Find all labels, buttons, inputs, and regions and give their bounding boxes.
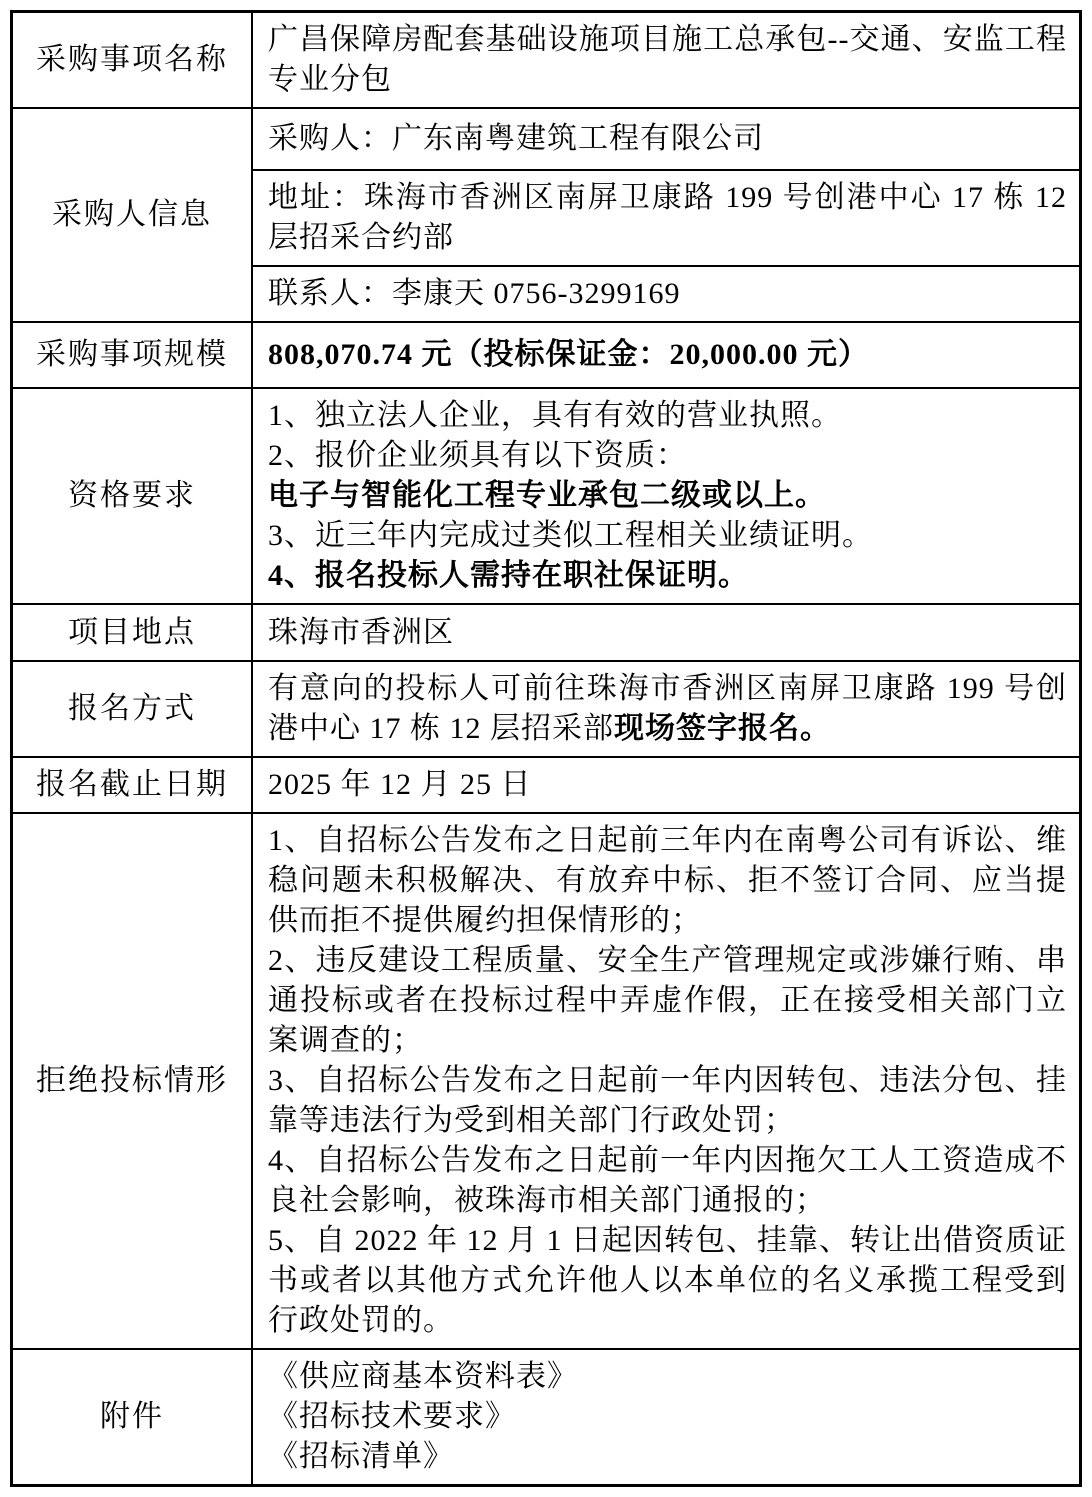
- row-label: 报名方式: [13, 662, 253, 756]
- text-segment: 《供应商基本资料表》: [268, 1360, 578, 1393]
- table-row: [13, 387, 1079, 603]
- paragraph: [268, 613, 1067, 653]
- row-label: 拒绝投标情形: [13, 814, 253, 1348]
- procurement-info-table: [10, 10, 1082, 1487]
- text-segment: 广昌保障房配套基础设施项目施工总承包--交通、安监工程专业分包: [268, 23, 1067, 96]
- text-segment: 1、独立法人企业，具有有效的营业执照。: [268, 399, 842, 432]
- table-row: [13, 321, 1079, 387]
- text-segment: 有意向的投标人可前往珠海市香洲区南屏卫康路 199 号创港中心 17 栋 12 层招采部: [268, 672, 1067, 745]
- content-cell: [253, 169, 1079, 265]
- row-content: [253, 1350, 1079, 1484]
- text-segment: 《招标技术要求》: [268, 1400, 516, 1433]
- row-label: 采购事项名称: [13, 13, 253, 107]
- row-content: [253, 758, 1079, 812]
- paragraph: [268, 274, 1067, 314]
- row-content: [253, 109, 1079, 321]
- content-cell: [253, 323, 1079, 387]
- text-segment: 联系人：李康天 0756-3299169: [268, 277, 681, 310]
- paragraph: [268, 1357, 1067, 1397]
- paragraph: [268, 476, 1067, 516]
- row-label: 附件: [13, 1350, 253, 1484]
- paragraph: [268, 20, 1067, 100]
- text-segment-bold: 电子与智能化工程专业承包二级或以上。: [268, 479, 826, 512]
- row-content: [253, 323, 1079, 387]
- paragraph: [268, 821, 1067, 941]
- table-row: [13, 660, 1079, 756]
- text-segment: 5、自 2022 年 12 月 1 日起因转包、挂靠、转让出借资质证书或者以其他方式允许他人以本单位的名义承揽工程受到行政处罚的。: [268, 1224, 1067, 1337]
- row-label: 资格要求: [13, 389, 253, 603]
- content-cell: [253, 109, 1079, 169]
- paragraph: [268, 1221, 1067, 1341]
- content-cell: [253, 758, 1079, 812]
- row-content: [253, 662, 1079, 756]
- row-label: 采购事项规模: [13, 323, 253, 387]
- paragraph: [268, 765, 1067, 805]
- paragraph: [268, 119, 1067, 159]
- text-segment: 地址：珠海市香洲区南屏卫康路 199 号创港中心 17 栋 12 层招采合约部: [268, 181, 1067, 254]
- text-segment: 1、自招标公告发布之日起前三年内在南粤公司有诉讼、维稳问题未积极解决、有放弃中标、拒不签订合同、应当提供而拒不提供履约担保情形的；: [268, 824, 1067, 937]
- paragraph: [268, 178, 1067, 258]
- text-segment: 采购人：广东南粤建筑工程有限公司: [268, 122, 764, 155]
- paragraph: [268, 941, 1067, 1061]
- paragraph: [268, 516, 1067, 556]
- row-content: [253, 389, 1079, 603]
- row-label: 采购人信息: [13, 109, 253, 321]
- content-cell: [253, 389, 1079, 603]
- table-row: [13, 603, 1079, 660]
- text-segment-bold: 4、报名投标人需持在职社保证明。: [268, 559, 749, 592]
- row-label: 报名截止日期: [13, 758, 253, 812]
- row-content: [253, 605, 1079, 660]
- paragraph: [268, 335, 1067, 375]
- row-content: [253, 814, 1079, 1348]
- table-row: [13, 107, 1079, 321]
- table-row: [13, 756, 1079, 812]
- table-row: [13, 812, 1079, 1348]
- paragraph: [268, 1437, 1067, 1477]
- text-segment: 3、近三年内完成过类似工程相关业绩证明。: [268, 519, 873, 552]
- text-segment: 珠海市香洲区: [268, 615, 454, 649]
- content-cell: [253, 605, 1079, 660]
- text-segment: 2025 年 12 月 25 日: [268, 768, 532, 801]
- paragraph: [268, 669, 1067, 749]
- text-segment: 2、报价企业须具有以下资质：: [268, 439, 687, 472]
- table-row: [13, 1348, 1079, 1484]
- content-cell: [253, 13, 1079, 107]
- paragraph: [268, 1397, 1067, 1437]
- text-segment: 4、自招标公告发布之日起前一年内因拖欠工人工资造成不良社会影响，被珠海市相关部门通报的；: [268, 1144, 1067, 1217]
- paragraph: [268, 1061, 1067, 1141]
- row-content: [253, 13, 1079, 107]
- content-cell: [253, 265, 1079, 321]
- text-segment-bold: 808,070.74 元（投标保证金：20,000.00 元）: [268, 338, 869, 371]
- content-cell: [253, 814, 1079, 1348]
- row-label: 项目地点: [13, 605, 253, 660]
- paragraph: [268, 436, 1067, 476]
- paragraph: [268, 556, 1067, 596]
- content-cell: [253, 662, 1079, 756]
- text-segment: 3、自招标公告发布之日起前一年内因转包、违法分包、挂靠等违法行为受到相关部门行政处罚；: [268, 1064, 1067, 1137]
- paragraph: [268, 396, 1067, 436]
- text-segment: 2、违反建设工程质量、安全生产管理规定或涉嫌行贿、串通投标或者在投标过程中弄虚作假，正在接受相关部门立案调查的；: [268, 944, 1067, 1057]
- text-segment-bold: 现场签字报名。: [614, 712, 831, 745]
- content-cell: [253, 1350, 1079, 1484]
- text-segment: 《招标清单》: [268, 1440, 454, 1473]
- paragraph: [268, 1141, 1067, 1221]
- table-row: [13, 13, 1079, 107]
